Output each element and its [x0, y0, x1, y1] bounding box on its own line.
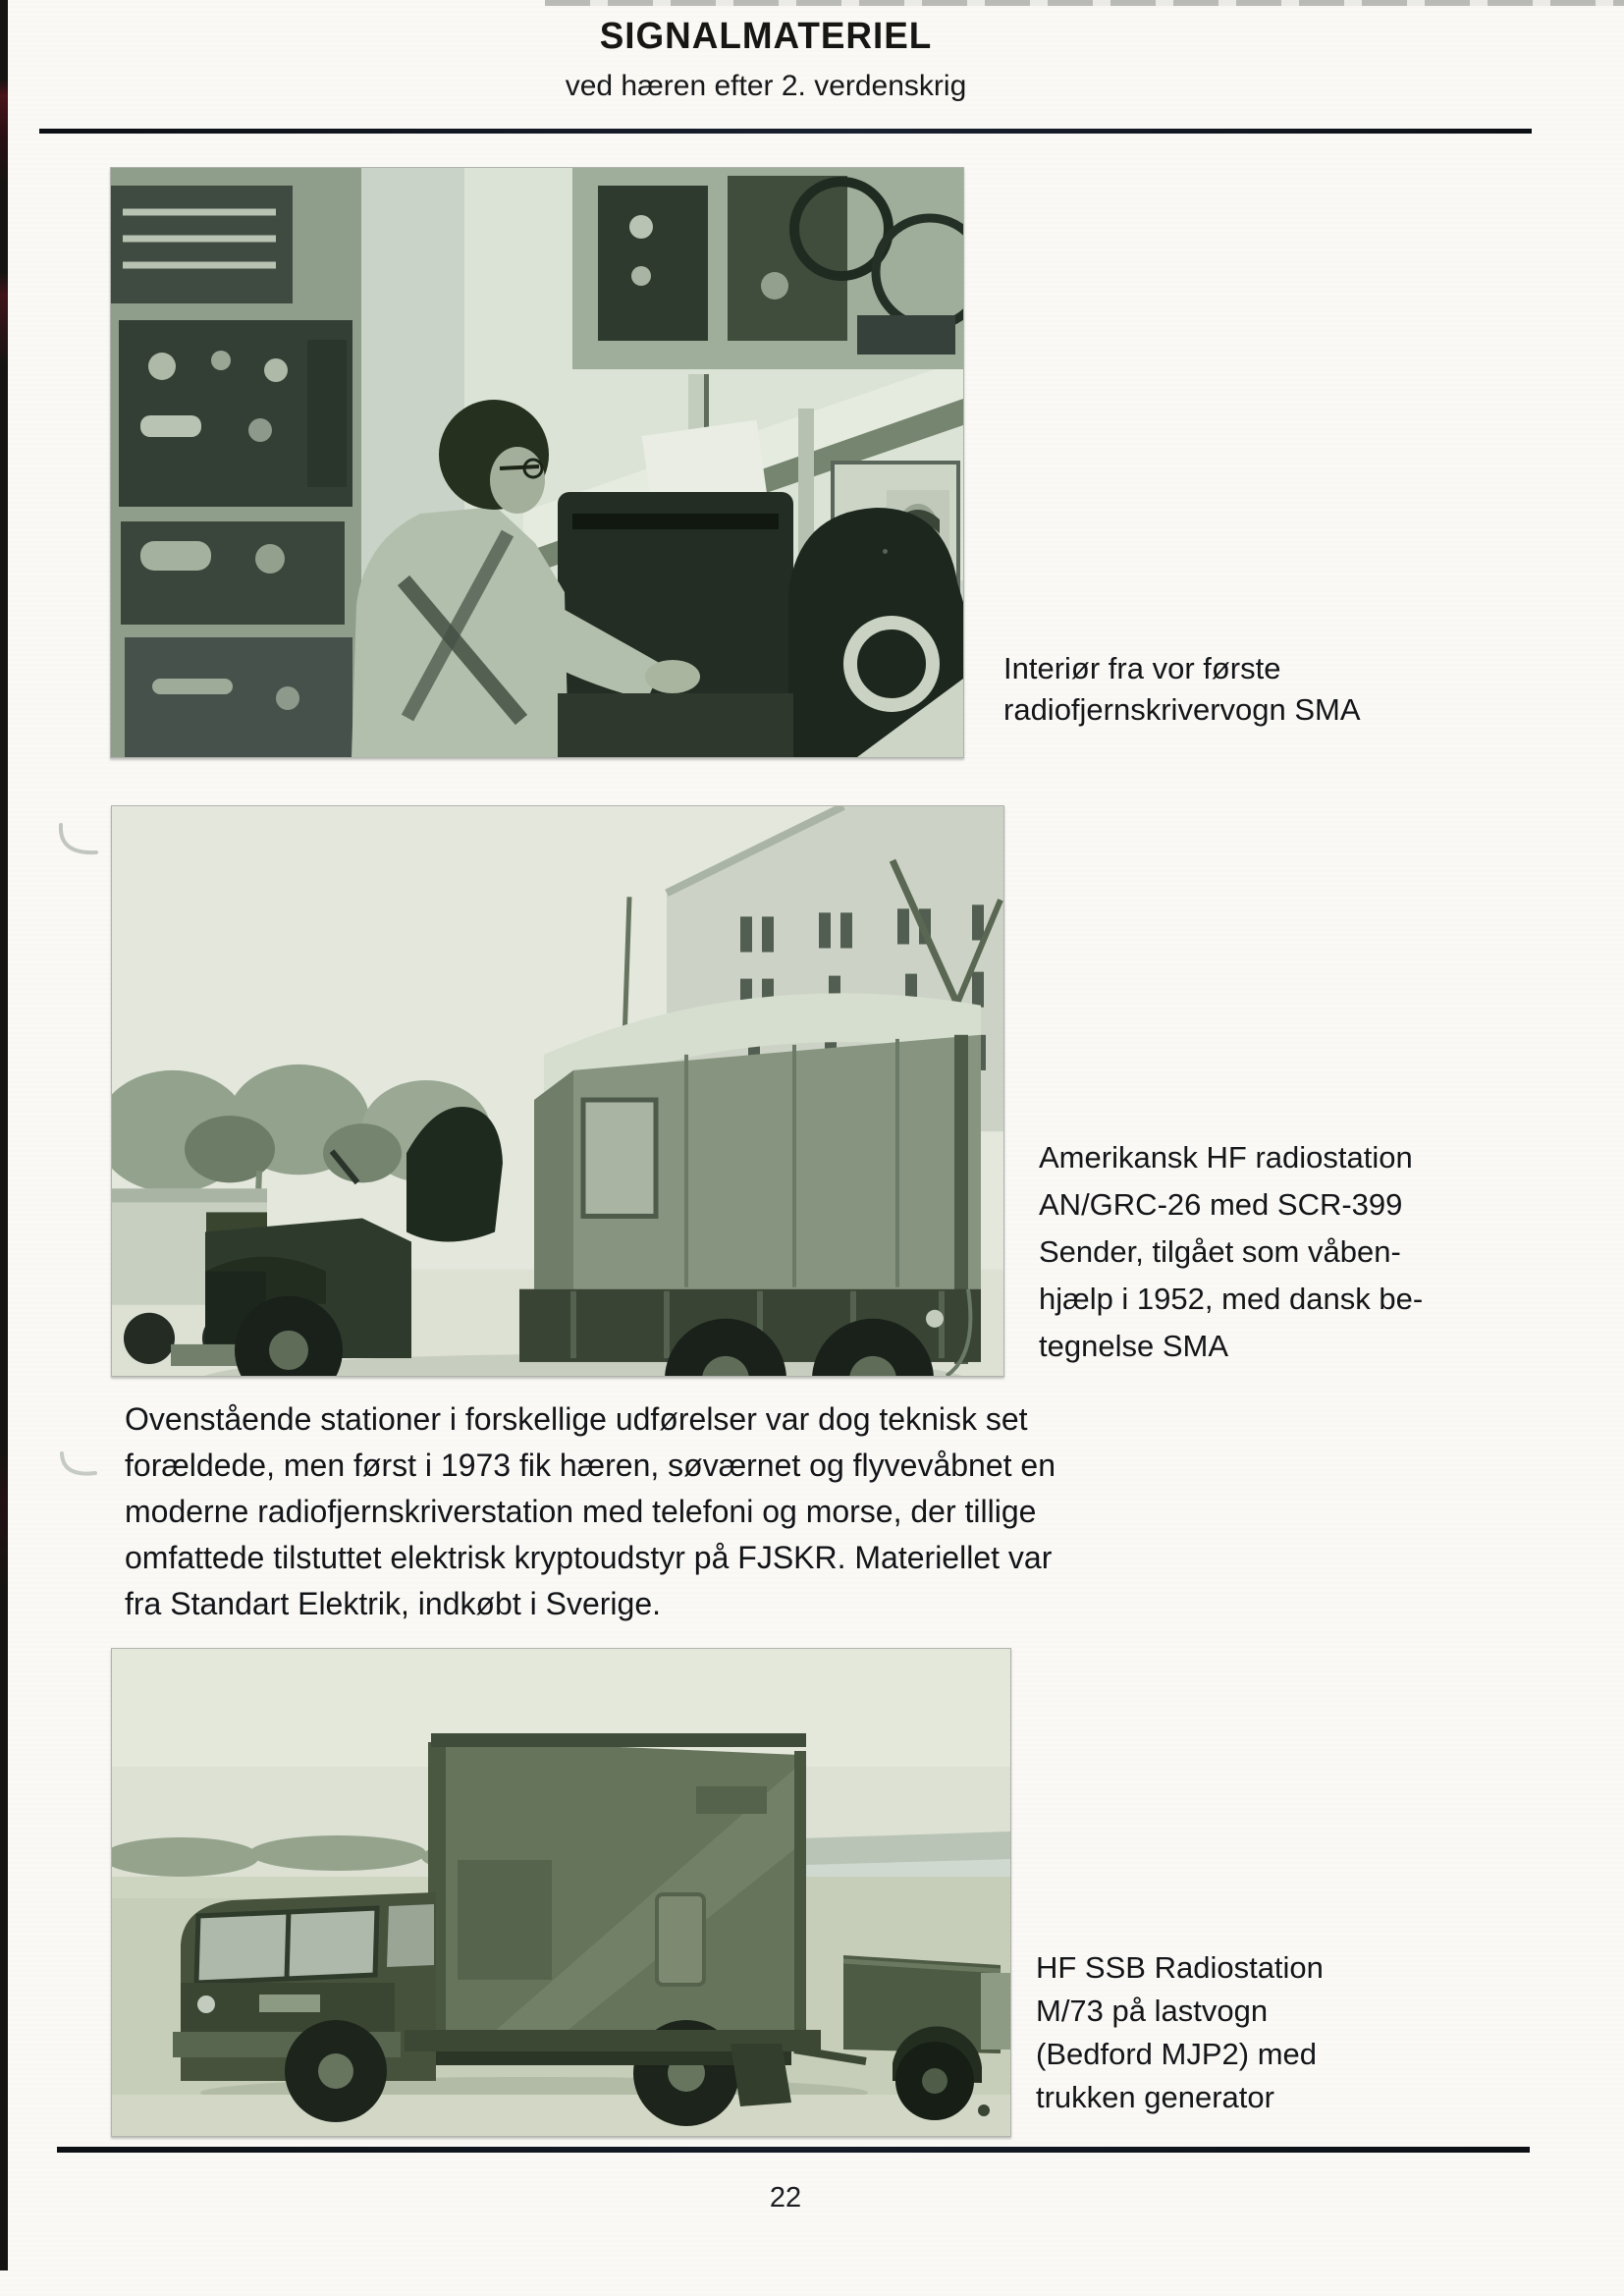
photo2-graphic — [112, 806, 1003, 1376]
caption-line: Sender, tilgået som våben- — [1039, 1234, 1401, 1269]
paragraph-line: omfattede tilstuttet elektrisk kryptoudstyr på FJSKR. Materiellet var — [125, 1540, 1053, 1575]
scan-edge-artifact — [0, 0, 8, 2270]
page-subtitle: ved hæren efter 2. verdenskrig — [565, 70, 967, 102]
page-number: 22 — [769, 2182, 802, 2214]
photo-radio-teletype-van-interior — [110, 167, 964, 758]
photo-bedford-truck-m73 — [111, 1648, 1011, 2137]
paragraph-line: forældede, men først i 1973 fik hæren, søværnet og flyvevåbnet en — [125, 1448, 1056, 1483]
caption-photo-1 — [1003, 648, 1534, 731]
paragraph-line: fra Standart Elektrik, indkøbt i Sverige. — [125, 1586, 661, 1621]
caption-line: Amerikansk HF radiostation — [1039, 1140, 1413, 1175]
caption-line: HF SSB Radiostation — [1036, 1950, 1324, 1985]
pencil-curve-mark — [55, 819, 102, 866]
caption-line: hjælp i 1952, med dansk be- — [1039, 1282, 1424, 1316]
page-header — [39, 16, 1492, 103]
photo1-graphic — [111, 168, 963, 757]
bottom-divider — [57, 2147, 1530, 2153]
caption-line: trukken generator — [1036, 2080, 1274, 2114]
caption-line: (Bedford MJP2) med — [1036, 2037, 1317, 2071]
page-title: SIGNALMATERIEL — [599, 16, 933, 57]
caption-line: M/73 på lastvogn — [1036, 1994, 1269, 2028]
caption-line: Interiør fra vor første — [1003, 651, 1281, 685]
scan-smear-artifact — [545, 0, 1624, 6]
photo-gmc-truck-radiostation — [111, 805, 1004, 1377]
caption-line: AN/GRC-26 med SCR-399 — [1039, 1187, 1403, 1222]
caption-line: radiofjernskrivervogn SMA — [1003, 692, 1361, 727]
body-paragraph — [125, 1396, 1401, 1627]
caption-photo-2 — [1039, 1134, 1589, 1370]
paragraph-line: Ovenstående stationer i forskellige udførelser var dog teknisk set — [125, 1401, 1028, 1437]
pencil-curve-mark — [57, 1446, 100, 1485]
top-divider — [39, 129, 1532, 134]
caption-line: tegnelse SMA — [1039, 1329, 1228, 1363]
paragraph-line: moderne radiofjernskriverstation med telefoni og morse, der tillige — [125, 1494, 1037, 1529]
photo3-graphic — [112, 1649, 1010, 2136]
scan-dot-artifact — [883, 549, 888, 554]
caption-photo-3 — [1036, 1946, 1566, 2119]
